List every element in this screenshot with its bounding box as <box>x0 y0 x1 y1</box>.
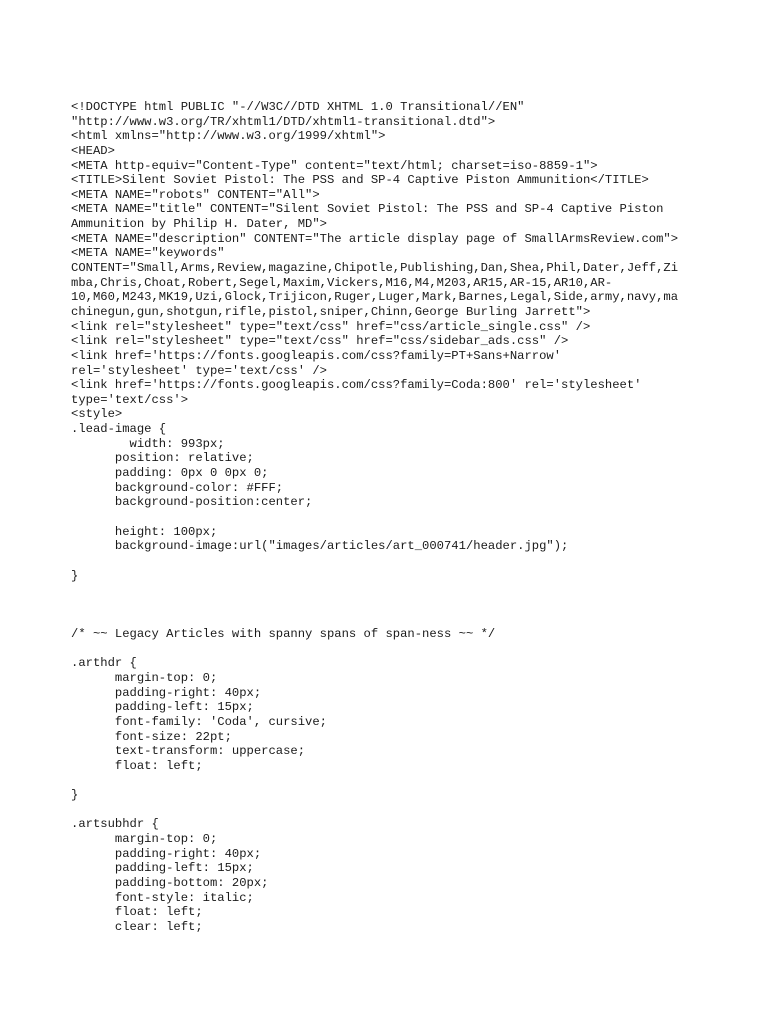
code-line <box>71 773 678 788</box>
code-line: float: left; <box>71 758 203 773</box>
code-line: .artsubhdr { <box>71 817 159 832</box>
code-line: rel='stylesheet' type='text/css' /> <box>71 363 327 378</box>
code-line: position: relative; <box>71 451 254 466</box>
code-line: <link href='https://fonts.googleapis.com/css?family=PT+Sans+Narrow' <box>71 348 562 363</box>
code-line: clear: left; <box>71 919 203 934</box>
code-line: <META NAME="title" CONTENT="Silent Soviet Pistol: The PSS and SP-4 Captive Piston <box>71 202 664 217</box>
code-line: background-image:url("images/articles/art_000741/header.jpg"); <box>71 539 569 554</box>
code-line: background-position:center; <box>71 495 313 510</box>
source-code-block <box>71 100 678 935</box>
code-line: font-size: 22pt; <box>71 729 232 744</box>
code-line: <META http-equiv="Content-Type" content="text/html; charset=iso-8859-1"> <box>71 158 598 173</box>
code-line: <HEAD> <box>71 143 115 158</box>
code-line <box>71 583 678 598</box>
code-line: mba,Chris,Choat,Robert,Segel,Maxim,Vickers,M16,M4,M203,AR15,AR-15,AR10,AR- <box>71 275 613 290</box>
code-line: width: 993px; <box>71 436 225 451</box>
code-line: padding-right: 40px; <box>71 846 262 861</box>
code-line: .arthdr { <box>71 656 137 671</box>
code-line: "http://www.w3.org/TR/xhtml1/DTD/xhtml1-transitional.dtd"> <box>71 114 496 129</box>
code-line: <META NAME="robots" CONTENT="All"> <box>71 187 320 202</box>
code-line: <!DOCTYPE html PUBLIC "-//W3C//DTD XHTML 1.0 Transitional//EN" <box>71 100 525 114</box>
code-line: 10,M60,M243,MK19,Uzi,Glock,Trijicon,Ruger,Luger,Mark,Barnes,Legal,Side,army,navy,ma <box>71 290 679 305</box>
code-line: Ammunition by Philip H. Dater, MD"> <box>71 217 327 232</box>
code-line: CONTENT="Small,Arms,Review,magazine,Chipotle,Publishing,Dan,Shea,Phil,Dater,Jeff,Zi <box>71 261 679 276</box>
code-line: margin-top: 0; <box>71 832 218 847</box>
code-line: /* ~~ Legacy Articles with spanny spans of span-ness ~~ */ <box>71 627 496 642</box>
code-line: <style> <box>71 407 123 422</box>
code-line: chinegun,gun,shotgun,rifle,pistol,sniper,Chinn,George Burling Jarrett"> <box>71 304 591 319</box>
code-line: text-transform: uppercase; <box>71 744 306 759</box>
code-line: float: left; <box>71 905 203 920</box>
code-line: padding-right: 40px; <box>71 685 262 700</box>
code-line: padding: 0px 0 0px 0; <box>71 466 269 481</box>
code-line <box>71 612 678 627</box>
code-line: <link href='https://fonts.googleapis.com/css?family=Coda:800' rel='stylesheet' <box>71 378 642 393</box>
code-line <box>71 510 678 525</box>
code-line: font-family: 'Coda', cursive; <box>71 714 327 729</box>
code-line: padding-bottom: 20px; <box>71 875 269 890</box>
code-line: type='text/css'> <box>71 392 189 407</box>
code-line: <META NAME="description" CONTENT="The article display page of SmallArmsReview.com"> <box>71 231 679 246</box>
code-line: } <box>71 568 79 583</box>
code-line: <TITLE>Silent Soviet Pistol: The PSS and SP-4 Captive Piston Ammunition</TITLE> <box>71 173 649 188</box>
code-line: <META NAME="keywords" <box>71 246 225 261</box>
code-line: <link rel="stylesheet" type="text/css" href="css/sidebar_ads.css" /> <box>71 334 569 349</box>
code-line <box>71 642 678 657</box>
code-line: <html xmlns="http://www.w3.org/1999/xhtml"> <box>71 129 386 144</box>
code-line: padding-left: 15px; <box>71 861 254 876</box>
code-line <box>71 803 678 818</box>
code-line: <link rel="stylesheet" type="text/css" href="css/article_single.css" /> <box>71 319 591 334</box>
code-line: } <box>71 788 79 803</box>
code-line <box>71 598 678 613</box>
code-line: font-style: italic; <box>71 890 254 905</box>
code-line <box>71 554 678 569</box>
code-line: margin-top: 0; <box>71 670 218 685</box>
code-line: height: 100px; <box>71 524 218 539</box>
code-line: padding-left: 15px; <box>71 700 254 715</box>
code-line: background-color: #FFF; <box>71 480 284 495</box>
code-line: .lead-image { <box>71 422 167 437</box>
